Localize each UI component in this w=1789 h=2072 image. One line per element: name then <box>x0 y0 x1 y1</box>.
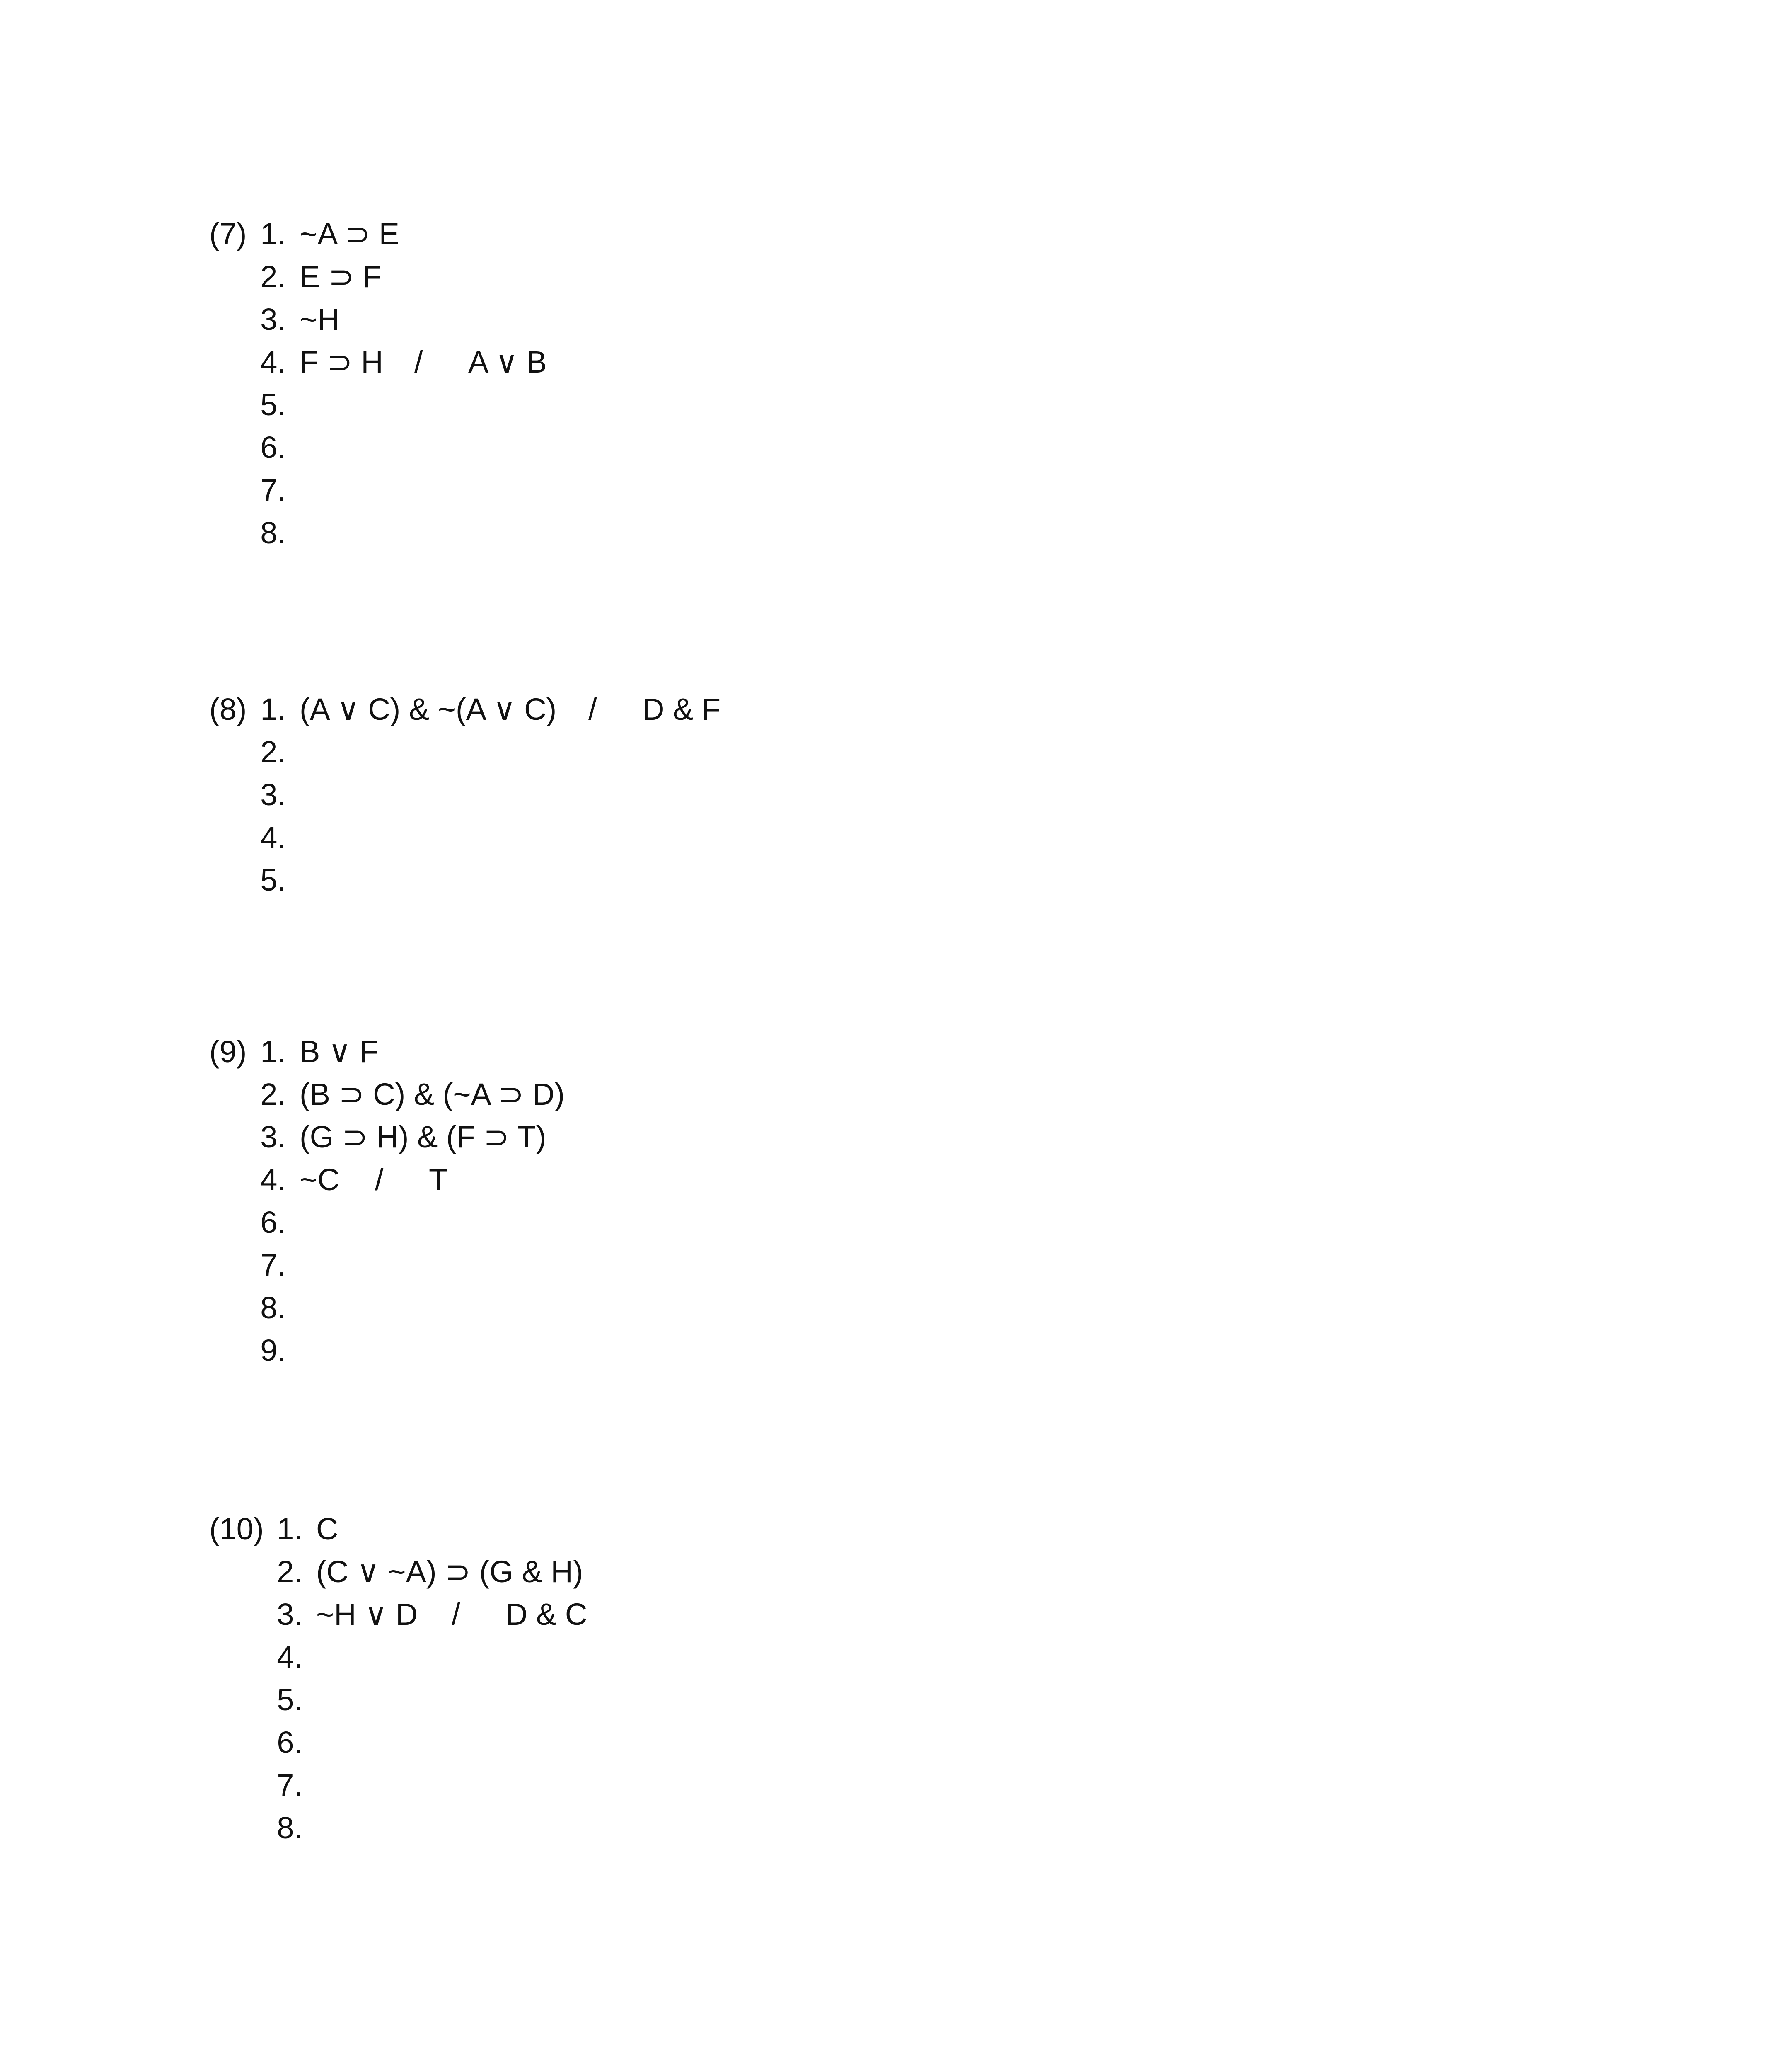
proof-line <box>209 1286 286 1329</box>
premise-formula: E ⊃ F <box>300 259 382 294</box>
proof-line <box>209 511 286 554</box>
line-number: 9. <box>260 1333 286 1368</box>
line-number: 7. <box>260 1248 286 1282</box>
line-number: 2. <box>277 1554 302 1589</box>
problem-label: (9) <box>209 1034 247 1069</box>
premise-formula: B ∨ F <box>300 1034 378 1069</box>
line-number: 4. <box>277 1640 302 1674</box>
premise-formula: ~H ∨ D <box>316 1597 418 1631</box>
problem-label: (10) <box>209 1512 264 1546</box>
line-number: 1. <box>277 1512 302 1546</box>
proof-line <box>209 859 286 901</box>
premise-formula: (A ∨ C) & ~(A ∨ C) <box>300 692 557 726</box>
conclusion-slash: / <box>588 692 597 726</box>
line-number: 2. <box>260 1077 286 1111</box>
conclusion-formula: D & F <box>642 692 721 726</box>
problem-label: (8) <box>209 692 247 726</box>
line-number: 3. <box>260 1120 286 1154</box>
proof-line <box>209 1329 286 1372</box>
proof-line <box>209 688 721 731</box>
proof-line <box>209 773 286 816</box>
proof-line <box>209 1593 587 1636</box>
line-number: 5. <box>277 1682 302 1717</box>
line-number: 3. <box>260 302 286 336</box>
line-number: 8. <box>260 516 286 550</box>
problem-8 <box>209 688 721 901</box>
line-number: 8. <box>277 1811 302 1845</box>
problem-10 <box>209 1508 587 1849</box>
line-number: 4. <box>260 820 286 854</box>
line-number: 2. <box>260 735 286 769</box>
proof-line <box>209 383 286 426</box>
proof-line <box>209 1764 302 1806</box>
conclusion-formula: T <box>429 1162 448 1197</box>
proof-line <box>209 1073 565 1116</box>
proof-line <box>209 816 286 859</box>
proof-line <box>209 1678 302 1721</box>
line-number: 5. <box>260 863 286 897</box>
proof-line <box>209 341 547 383</box>
line-number: 7. <box>277 1768 302 1802</box>
line-number: 3. <box>260 777 286 812</box>
proof-line <box>209 469 286 511</box>
line-number: 3. <box>277 1597 302 1631</box>
proof-line <box>209 1508 338 1550</box>
line-number: 2. <box>260 259 286 294</box>
proof-line <box>209 1116 546 1158</box>
conclusion-slash: / <box>452 1597 460 1631</box>
conclusion-formula: A ∨ B <box>468 345 547 379</box>
problem-7 <box>209 213 547 554</box>
proof-line <box>209 213 399 255</box>
premise-formula: ~H <box>300 302 340 336</box>
proof-line <box>209 1030 378 1073</box>
line-number: 6. <box>260 1205 286 1239</box>
problem-9 <box>209 1030 565 1372</box>
line-number: 8. <box>260 1290 286 1325</box>
proof-line <box>209 1636 302 1678</box>
conclusion-slash: / <box>375 1162 384 1197</box>
proof-line <box>209 1158 448 1201</box>
proof-line <box>209 1721 302 1764</box>
proof-line <box>209 426 286 469</box>
line-number: 7. <box>260 473 286 507</box>
proof-line <box>209 1201 286 1244</box>
premise-formula: F ⊃ H <box>300 345 383 379</box>
proof-line <box>209 255 382 298</box>
problem-label: (7) <box>209 217 247 251</box>
proof-line <box>209 1550 583 1593</box>
line-number: 1. <box>260 1034 286 1069</box>
premise-formula: (G ⊃ H) & (F ⊃ T) <box>300 1120 546 1154</box>
line-number: 4. <box>260 1162 286 1197</box>
proof-line <box>209 298 340 341</box>
premise-formula: (B ⊃ C) & (~A ⊃ D) <box>300 1077 565 1111</box>
premise-formula: ~A ⊃ E <box>300 217 399 251</box>
conclusion-formula: D & C <box>505 1597 587 1631</box>
premise-formula: (C ∨ ~A) ⊃ (G & H) <box>316 1554 583 1589</box>
line-number: 4. <box>260 345 286 379</box>
line-number: 1. <box>260 692 286 726</box>
proof-line <box>209 1806 302 1849</box>
premise-formula: ~C <box>300 1162 340 1197</box>
premise-formula: C <box>316 1512 338 1546</box>
line-number: 6. <box>277 1725 302 1760</box>
conclusion-slash: / <box>414 345 423 379</box>
line-number: 5. <box>260 387 286 422</box>
line-number: 6. <box>260 430 286 465</box>
line-number: 1. <box>260 217 286 251</box>
proof-line <box>209 731 286 773</box>
proof-line <box>209 1244 286 1286</box>
